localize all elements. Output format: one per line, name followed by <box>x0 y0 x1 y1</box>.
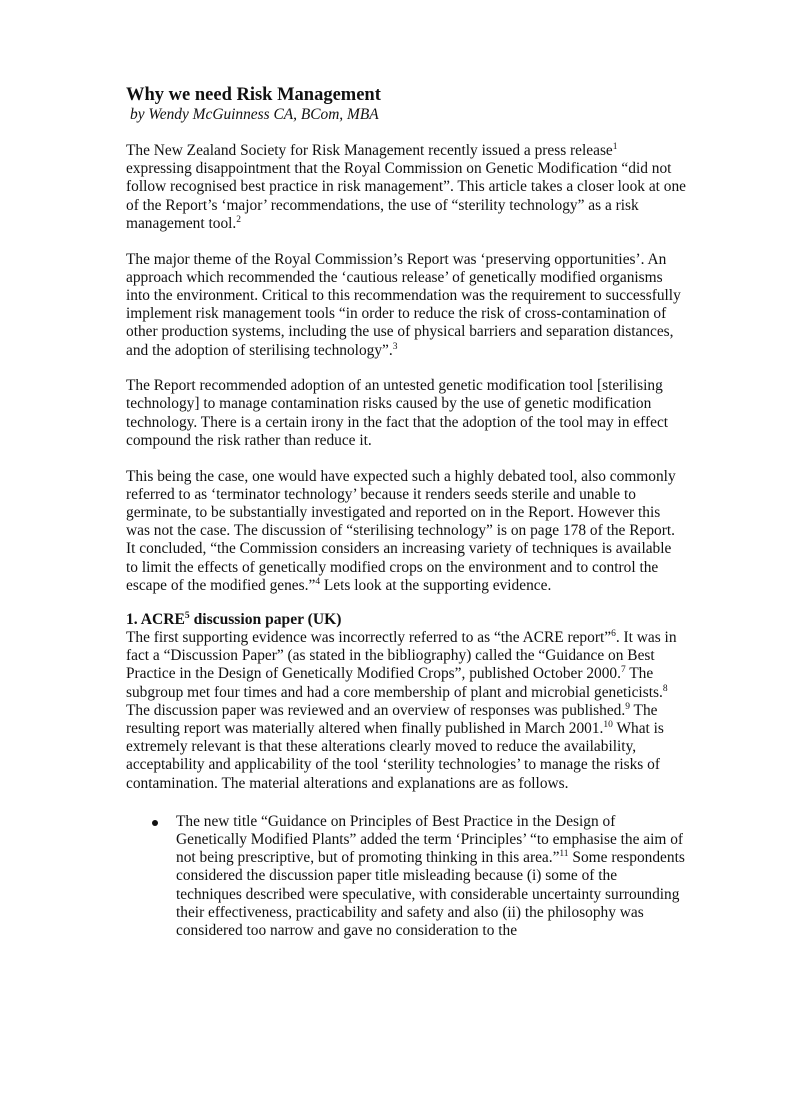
footnote-ref-10[interactable]: 10 <box>603 719 613 730</box>
paragraph-debated-tool: This being the case, one would have expected such a highly debated tool, also commonly referred to as ‘terminator technology’ because it renders seeds sterile and unable to germinate, to be substantially investigated and reported on in the Report. However this was not the case. The discussion of “sterilising technology” is on page 178 of the Report. It concluded, “the Commission considers an increasing variety of techniques is available to limit the effects of genetically modified crops on the environment and to control the escape of the modified genes.”$^4$ Lets look at the supporting evidence. <box>126 467 676 594</box>
footnote-ref-6[interactable]: 6 <box>611 628 616 639</box>
author-byline: by Wendy McGuinness CA, BCom, MBA <box>130 106 379 123</box>
paragraph-intro: The New Zealand Society for Risk Management recently issued a press release$^1$ expressing disappointment that the Royal Commission on Genetic Modification “did not follow recognised best practice in risk management”. This article takes a closer look at one of the Report’s ‘major’ recommendations, the use of “sterility technology” as a risk management tool.$^2$ <box>126 142 686 232</box>
footnote-ref-7[interactable]: 7 <box>620 665 626 676</box>
footnote-ref-3[interactable]: 3 <box>392 341 398 352</box>
footnote-ref-8[interactable]: 8 <box>662 683 668 694</box>
article-title: Why we need Risk Management <box>126 85 381 105</box>
bullet-icon <box>152 820 158 826</box>
paragraph-recommendation: The Report recommended adoption of an untested genetic modification tool [sterilising technology] to manage contamination risks caused by the use of genetic modification technology. There is a certain irony in the fact that the adoption of the tool may in effect compound the risk rather than reduce it. <box>126 377 669 449</box>
paragraph-major-theme: The major theme of the Royal Commission’s Report was ‘preserving opportunities’. An approach which recommended the ‘cautious release’ of genetically modified organisms into the environment. Critical to this recommendation was the requirement to successfully implement risk management tools “in order to reduce the risk of cross-contamination of other production systems, including the use of physical barriers and separation distances, and the adoption of sterilising technology”.$^3$ <box>126 250 681 359</box>
footnote-ref-2[interactable]: 2 <box>236 214 242 225</box>
list-item: The new title “Guidance on Principles of Best Practice in the Design of Genetically Modified Plants” added the term ‘Principles’ “to emphasise the aim of not being prescriptive, but of promoting thinking in this area.”$^{11}$ Some respondents considered the discussion paper title misleading because (i) some of the techniques described were speculative, with considerable uncertainty surrounding their effectiveness, practicability and safety and also (ii) the philosophy was considered too narrow and gave no consideration to the <box>126 813 686 940</box>
footnote-ref-5[interactable]: 5 <box>184 610 190 621</box>
footnote-ref-9[interactable]: 9 <box>625 701 630 712</box>
section-heading-acre: 1. ACRE$^5$ discussion paper (UK) <box>126 610 342 628</box>
footnote-ref-11[interactable]: 11 <box>559 849 569 860</box>
document-page <box>126 84 686 940</box>
footnote-ref-1[interactable]: 1 <box>612 142 618 152</box>
footnote-ref-4[interactable]: 4 <box>315 576 321 587</box>
paragraph-acre-evidence: The first supporting evidence was incorrectly referred to as “the ACRE report”$^6$. It was in fact a “Discussion Paper” (as stated in the bibliography) called the “Guidance on Best Practice in the Design of Genetically Modified Crops”, published October 2000.$^7$ The subgroup met four times and had a core membership of plant and microbial geneticists.$^8$ The discussion paper was reviewed and an overview of responses was published.$^9$ The resulting report was materially altered when finally published in March 2001.10 What is extremely relevant is that these alterations clearly moved to reduce the availability, acceptability and applicability of the tool ‘sterility technologies’ to manage the risks of contamination. The material alterations and explanations are as follows. <box>126 628 677 792</box>
alterations-list <box>126 813 686 940</box>
